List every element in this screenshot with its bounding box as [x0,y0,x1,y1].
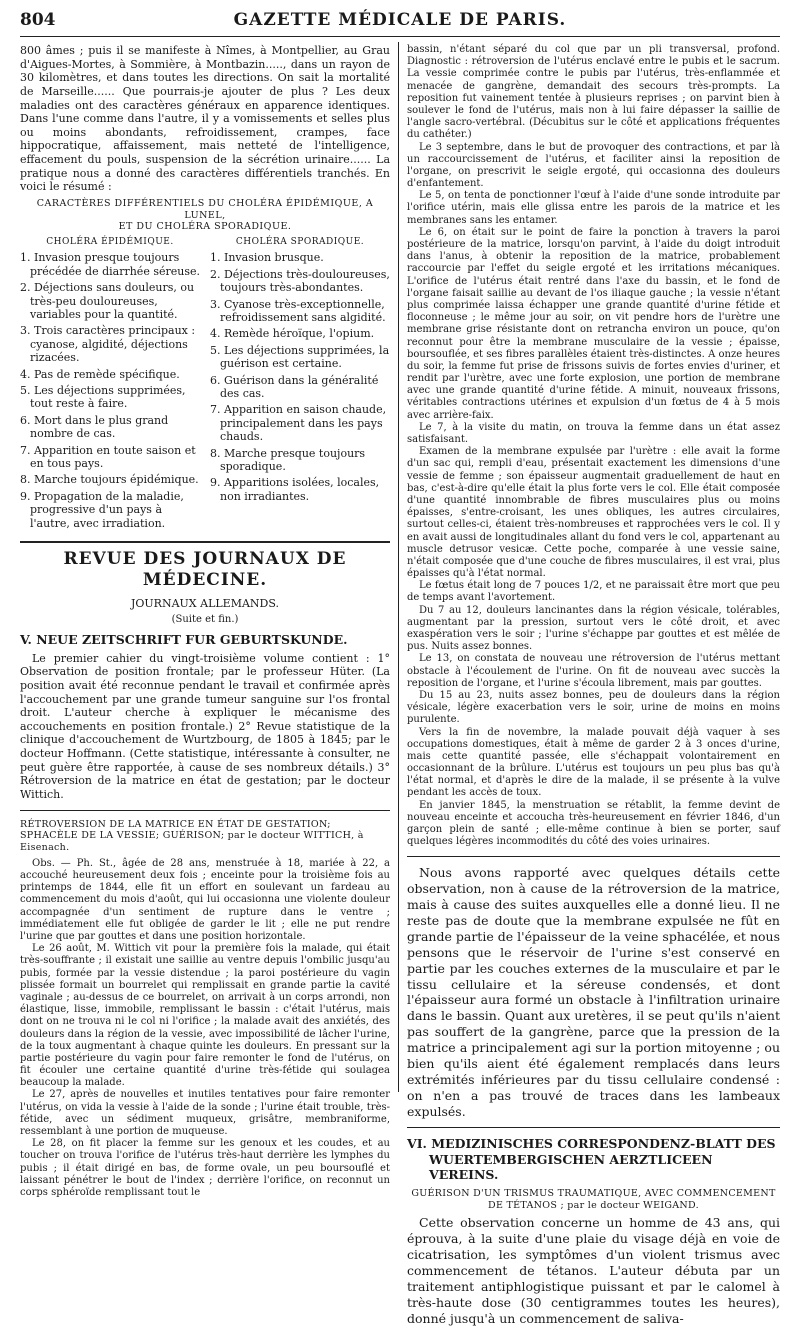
observation-paragraph: Examen de la membrane expulsée par l'urètre : elle avait la forme d'un sac qui, rempli d'eau, présentait exactement les dimensions d'une vessie de femme ; son épaisseur augmentait graduellement de haut en bas, c'est-à-dire qu'elle était la plus forte vers le col. Elle était composée d'une quantité innombrable de fibres musculaires plus ou moins épaisses, s'entre-croisant, les unes obliques, les autres circulaires, surtout celles-ci, étaient très-nombreuses et rapprochées vers le col. Il y en avait aussi de longitudinales allant du fond vers le col, appartenant au muscle detrusor vesicæ. Cette poche, comparée à une vessie saine, n'était composée que d'une couche de fibres musculaires, il est vrai, plus épaisses qu'à l'état normal. [407,446,780,580]
observation-paragraph: Le fœtus était long de 7 pouces 1/2, et ne paraissait être mort que peu de temps avant l'avortement. [407,580,780,604]
journaux-heading: JOURNAUX ALLEMANDS. [130,597,280,611]
sporadic-item: 4. Remède héroïque, l'opium. [210,327,375,341]
sporadic-item: 8. Marche presque toujours sporadique. [210,446,366,474]
observation-paragraph: Obs. — Ph. St., âgée de 28 ans, menstruée à 18, mariée à 22, a accouché heureusement deux fois ; enceinte pour la troisième fois au printemps de 1844, elle fit un effort en soulevant un fardeau au commencement du mois d'août, qui lui occasionna une violente douleur accompagnée d'un sentiment de rupture dans le ventre ; immédiatement elle fut obligée de garder le lit ; elle ne put rendre l'urine que par gouttes et dans une position horizontale. [20,857,390,943]
column-divider [398,42,399,1092]
epidemic-item: 9. Propagation de la maladie, progressive d'un pays à l'autre, avec irradiation. [20,489,184,530]
observation-paragraph: Le 5, on tenta de ponctionner l'œuf à l'aide d'une sonde introduite par l'orifice utérin, mais elle glissa entre les parois de la matrice et les membranes sans les entamer. [407,190,780,226]
observation-paragraph: Le 3 septembre, dans le but de provoquer des contractions, et par là un raccourcissement de l'utérus, et faciliter ainsi la reposition de l'organe, on prescrivit le seigle ergoté, qui occasionna des douleurs d'enfantement. [407,141,780,190]
observation-paragraph: Le 6, on était sur le point de faire la ponction à travers la paroi postérieure de la matrice, lorsqu'on parvint, à l'aide du doigt introduit dans l'anus, à obtenir la reposition de la matrice, probablement raccourcie par l'effet du seigle ergoté et les irritations mécaniques. L'orifice de l'utérus était rentré dans l'axe du bassin, et le fond de l'organe faisait saillie au devant de l'os iliaque gauche ; la vessie n'étant plus comprimée laissa échapper une grande quantité d'urine fétide et floconneuse ; le même jour au soir, on vit pendre hors de l'urètre une membrane grise résistante dont on retrancha environ un pouce, qu'on reconnut pour être la membrane musculaire de la vessie ; épaisse, boursouflée, et ses fibres parallèles étaient très-distinctes. A onze heures du soir, la femme fut prise de frissons suivis de fortes envies d'uriner, et rendit par l'urètre, avec une forte explosion, une portion de membrane avec une grande quantité d'urine fétide. A minuit, nouveaux frissons, véritables contractions utérines et expulsion d'un fœtus de 4 à 5 mois avec arrière-faix. [407,226,780,421]
epidemic-item: 8. Marche toujours épidémique. [20,473,199,487]
epidemic-column-header: CHOLÉRA ÉPIDÉMIQUE. [46,237,174,248]
page-header [20,10,780,37]
observation-paragraph: Le 26 août, M. Wittich vit pour la première fois la malade, qui était très-souffrante ; il existait une saillie au ventre depuis l'ombilic jusqu'au pubis, formée par la vessie distendue ; la paroi postérieure du vagin plissée formait un bourrelet qui remplissait en grande partie la cavité vaginale ; au-dessus de ce bourrelet, on arrivait à un corps arrondi, non élastique, lisse, immobile, remplissant le bassin : c'était l'utérus, mais dont on ne trouva ni le col ni l'orifice ; la malade avait des anxiétés, des douleurs dans la région de la vessie, avec impossibilité de lâcher l'urine, de la toux augmentant à chaque quinte les douleurs. En pressant sur la partie postérieure du vagin pour faire remonter le fond de l'utérus, on fit écouler une certaine quantité d'urine très-fétide qui soulagea beaucoup la malade. [20,943,390,1089]
rule [20,810,390,811]
epidemic-item: 5. Les déjections supprimées, tout reste à faire. [20,383,186,411]
table-title-line-1: CARACTÈRES DIFFÉRENTIELS DU CHOLÉRA ÉPIDÉMIQUE, A LUNEL, [36,197,374,221]
sporadic-column-header: CHOLÉRA SPORADIQUE. [235,237,365,248]
observation-paragraph: bassin, n'étant séparé du col que par un pli transversal, profond. Diagnostic : rétroversion de l'utérus enclavé entre le pubis et le sacrum. La vessie comprimée contre le pubis par l'utérus, très-enflammée et menacée de gangrène, demandait des secours très-prompts. La reposition fut vainement tentée à plusieurs reprises ; on parvint bien à soulever le fond de l'utérus, mais non à lui faire dépasser la saillie de l'angle sacro-vertébral. (Décubitus sur le côté et applications fréquentes du cathéter.) [407,44,780,141]
section-v-paragraph: Le premier cahier du vingt-troisième volume contient : 1° Observation de position frontale; par le professeur Hüter. (La position avait été reconnue pendant le travail et confirmée après l'accouchement par une grande tumeur sanguine sur l'os frontal droit. L'auteur cherche à expliquer le mécanisme des accouchements en position frontale.) 2° Revue statistique de la clinique d'accouchement de Wurtzbourg, de 1805 à 1845; par le docteur Hoffmann. (Cette statistique, intéressante à consulter, ne peut guère être rapportée, à cause de ses nombreux détails.) 3° Rétroversion de la matrice en état de gestation; par le docteur Wittich. [20,651,390,801]
commentary-paragraph: Nous avons rapporté avec quelques détails cette observation, non à cause de la rétroversion de la matrice, mais à cause des suites auxquelles elle a donné lieu. Il ne reste pas de doute que la membrane expulsée ne fût en grande partie de l'épaisseur de la veine sphacélée, et nous pensons que le réservoir de l'urine s'est conservé en partie par les couches externes de la musculaire et par le tissu cellulaire et la séreuse condensés, et dont l'épaisseur aura formé un obstacle à l'infiltration urinaire dans le bassin. Quant aux uretères, il se peut qu'ils n'aient pas souffert de la gangrène, parce que la pression de la matrice a principalement agi sur la portion mitoyenne ; ou bien qu'ils aient été également remplacés dans leurs extrémités inférieures par du tissu cellulaire condensé : on n'en a pas trouvé de traces dans les lambeaux expulsés. [407,865,780,1119]
sporadic-item: 9. Apparitions isolées, locales, non irradiantes. [210,476,380,503]
observation-paragraph: Le 27, après de nouvelles et inutiles tentatives pour faire remonter l'utérus, on vida la vessie à l'aide de la sonde ; l'urine était trouble, très-fétide, avec un sédiment muqueux, grisâtre, membraniforme, ressemblant à une portion de muqueuse. [20,1089,390,1138]
observation-paragraph: En janvier 1845, la menstruation se rétablit, la femme devint de nouveau enceinte et accoucha très-heureusement en février 1846, d'un garçon plein de santé ; elle-même continue à bien se porter, sauf quelques légères incommodités du côté des voies urinaires. [407,799,780,848]
epidemic-item: 7. Apparition en toute saison et en tous pays. [20,443,196,471]
epidemic-item: 1. Invasion presque toujours précédée de diarrhée séreuse. [20,251,200,278]
observation-paragraph: Du 7 au 12, douleurs lancinantes dans la région vésicale, tolérables, augmentant par la pression, surtout vers le côté droit, et avec exaspération vers le soir ; l'urine s'échappe par gouttes et est mêlée de pus. Nuits assez bonnes. [407,604,780,653]
sporadic-item: 5. Les déjections supprimées, la guérison est certaine. [210,343,390,371]
differential-table [20,237,390,533]
epidemic-item: 2. Déjections sans douleurs, ou très-peu douloureuses, variables pour la quantité. [20,281,195,321]
epidemic-item: 3. Trois caractères principaux : cyanose, algidité, déjections rizacées. [20,324,196,365]
observation-paragraph: Vers la fin de novembre, la malade pouvait déjà vaquer à ses occupations domestiques, était à même de garder 2 à 3 onces d'urine, mais cette quantité passée, elle s'échappait volontairement en occasionnant de la brûlure. L'utérus est toujours un peu plus bas qu'à l'état normal, et d'après le dire de la malade, il se présente à la vulve pendant les accès de toux. [407,726,780,799]
epidemic-item: 4. Pas de remède spécifique. [20,367,180,381]
section-separator [20,541,390,543]
page-number: 804 [20,10,56,30]
sporadic-column [210,237,390,533]
sporadic-item: 1. Invasion brusque. [210,251,324,265]
sporadic-item: 6. Guérison dans la généralité des cas. [210,373,379,400]
rule [407,1127,780,1128]
sporadic-item: 7. Apparition en saison chaude, principalement dans les pays chauds. [210,403,387,444]
observation-paragraph: Le 13, on constata de nouveau une rétroversion de l'utérus mettant obstacle à l'écoulement de l'urine. On fit de nouveau avec succès la reposition de l'organe, et l'urine s'écoula librement, mais par gouttes. [407,653,780,689]
suite-note: (Suite et fin.) [171,613,239,625]
revue-title: REVUE DES JOURNAUX DE MÉDECINE. [63,549,347,591]
sporadic-item: 3. Cyanose très-exceptionnelle, refroidissement sans algidité. [210,297,386,324]
left-column [20,44,390,1198]
epidemic-column [20,237,200,533]
epidemic-item: 6. Mort dans le plus grand nombre de cas. [20,413,169,441]
right-column [407,44,780,1326]
cholera-intro-paragraph: 800 âmes ; puis il se manifeste à Nîmes, à Montpellier, au Grau d'Aigues-Mortes, à Sommière, à Montbazin....., dans un rayon de 30 kilomètres, et dans toutes les directions. On sait la mortalité de Marseille...... Que pourrais-je ajouter de plus ? Les deux maladies ont des caractères généraux en apparence identiques. Dans l'une comme dans l'autre, il y a vomissements et selles plus ou moins abondants, refroidissement, crampes, face hippocratique, affaissement, mais netteté de l'intelligence, effacement du pouls, suspension de la sécrétion urinaire...... La pratique nous a donné des caractères différentiels tranchés. En voici le résumé : [20,44,390,194]
trismus-subheading: GUÉRISON D'UN TRISMUS TRAUMATIQUE, AVEC COMMENCEMENT DE TÉTANOS ; par le docteur WEIGAND. [411,1187,776,1211]
table-title-line-2: ET DU CHOLÉRA SPORADIQUE. [118,221,292,233]
sporadic-item: 2. Déjections très-douloureuses, toujours très-abondantes. [210,267,390,295]
rule [407,856,780,857]
trismus-paragraph: Cette observation concerne un homme de 43 ans, qui éprouva, à la suite d'une plaie du visage déjà en voie de cicatrisation, les symptômes d'un violent trismus avec commencement de tétanos. L'auteur débuta par un traitement antiphlogistique puissant et par le calomel à très-haute dose (30 centigrammes toutes les heures), donné jusqu'à un commencement de saliva- [407,1215,780,1326]
journal-title: GAZETTE MÉDICALE DE PARIS. [233,10,567,30]
section-vi-heading: VI. MEDIZINISCHES CORRESPONDENZ-BLATT DES WUERTEMBERGISCHEN AERZTLICEEN VEREINS. [407,1136,776,1183]
retroversion-subheading: RÉTROVERSION DE LA MATRICE EN ÉTAT DE GESTATION; SPHACÈLE DE LA VESSIE; GUÉRISON; par le docteur WITTICH, à Eisenach. [20,818,364,854]
observation-paragraph: Le 7, à la visite du matin, on trouva la femme dans un état assez satisfaisant. [407,421,780,445]
section-v-heading: V. NEUE ZEITSCHRIFT FUR GEBURTSKUNDE. [20,632,348,648]
observation-paragraph: Le 28, on fit placer la femme sur les genoux et les coudes, et au toucher on trouva l'orifice de l'utérus très-haut derrière les lymphes du pubis ; il était dirigé en bas, de forme ovale, un peu boursouflé et laissant pénétrer le bout de l'index ; derrière l'orifice, on reconnut un corps sphéroïde remplissant tout le [20,1138,390,1198]
observation-paragraph: Du 15 au 23, nuits assez bonnes, peu de douleurs dans la région vésicale, légère exacerbation vers le soir, urine de moins en moins purulente. [407,689,780,726]
